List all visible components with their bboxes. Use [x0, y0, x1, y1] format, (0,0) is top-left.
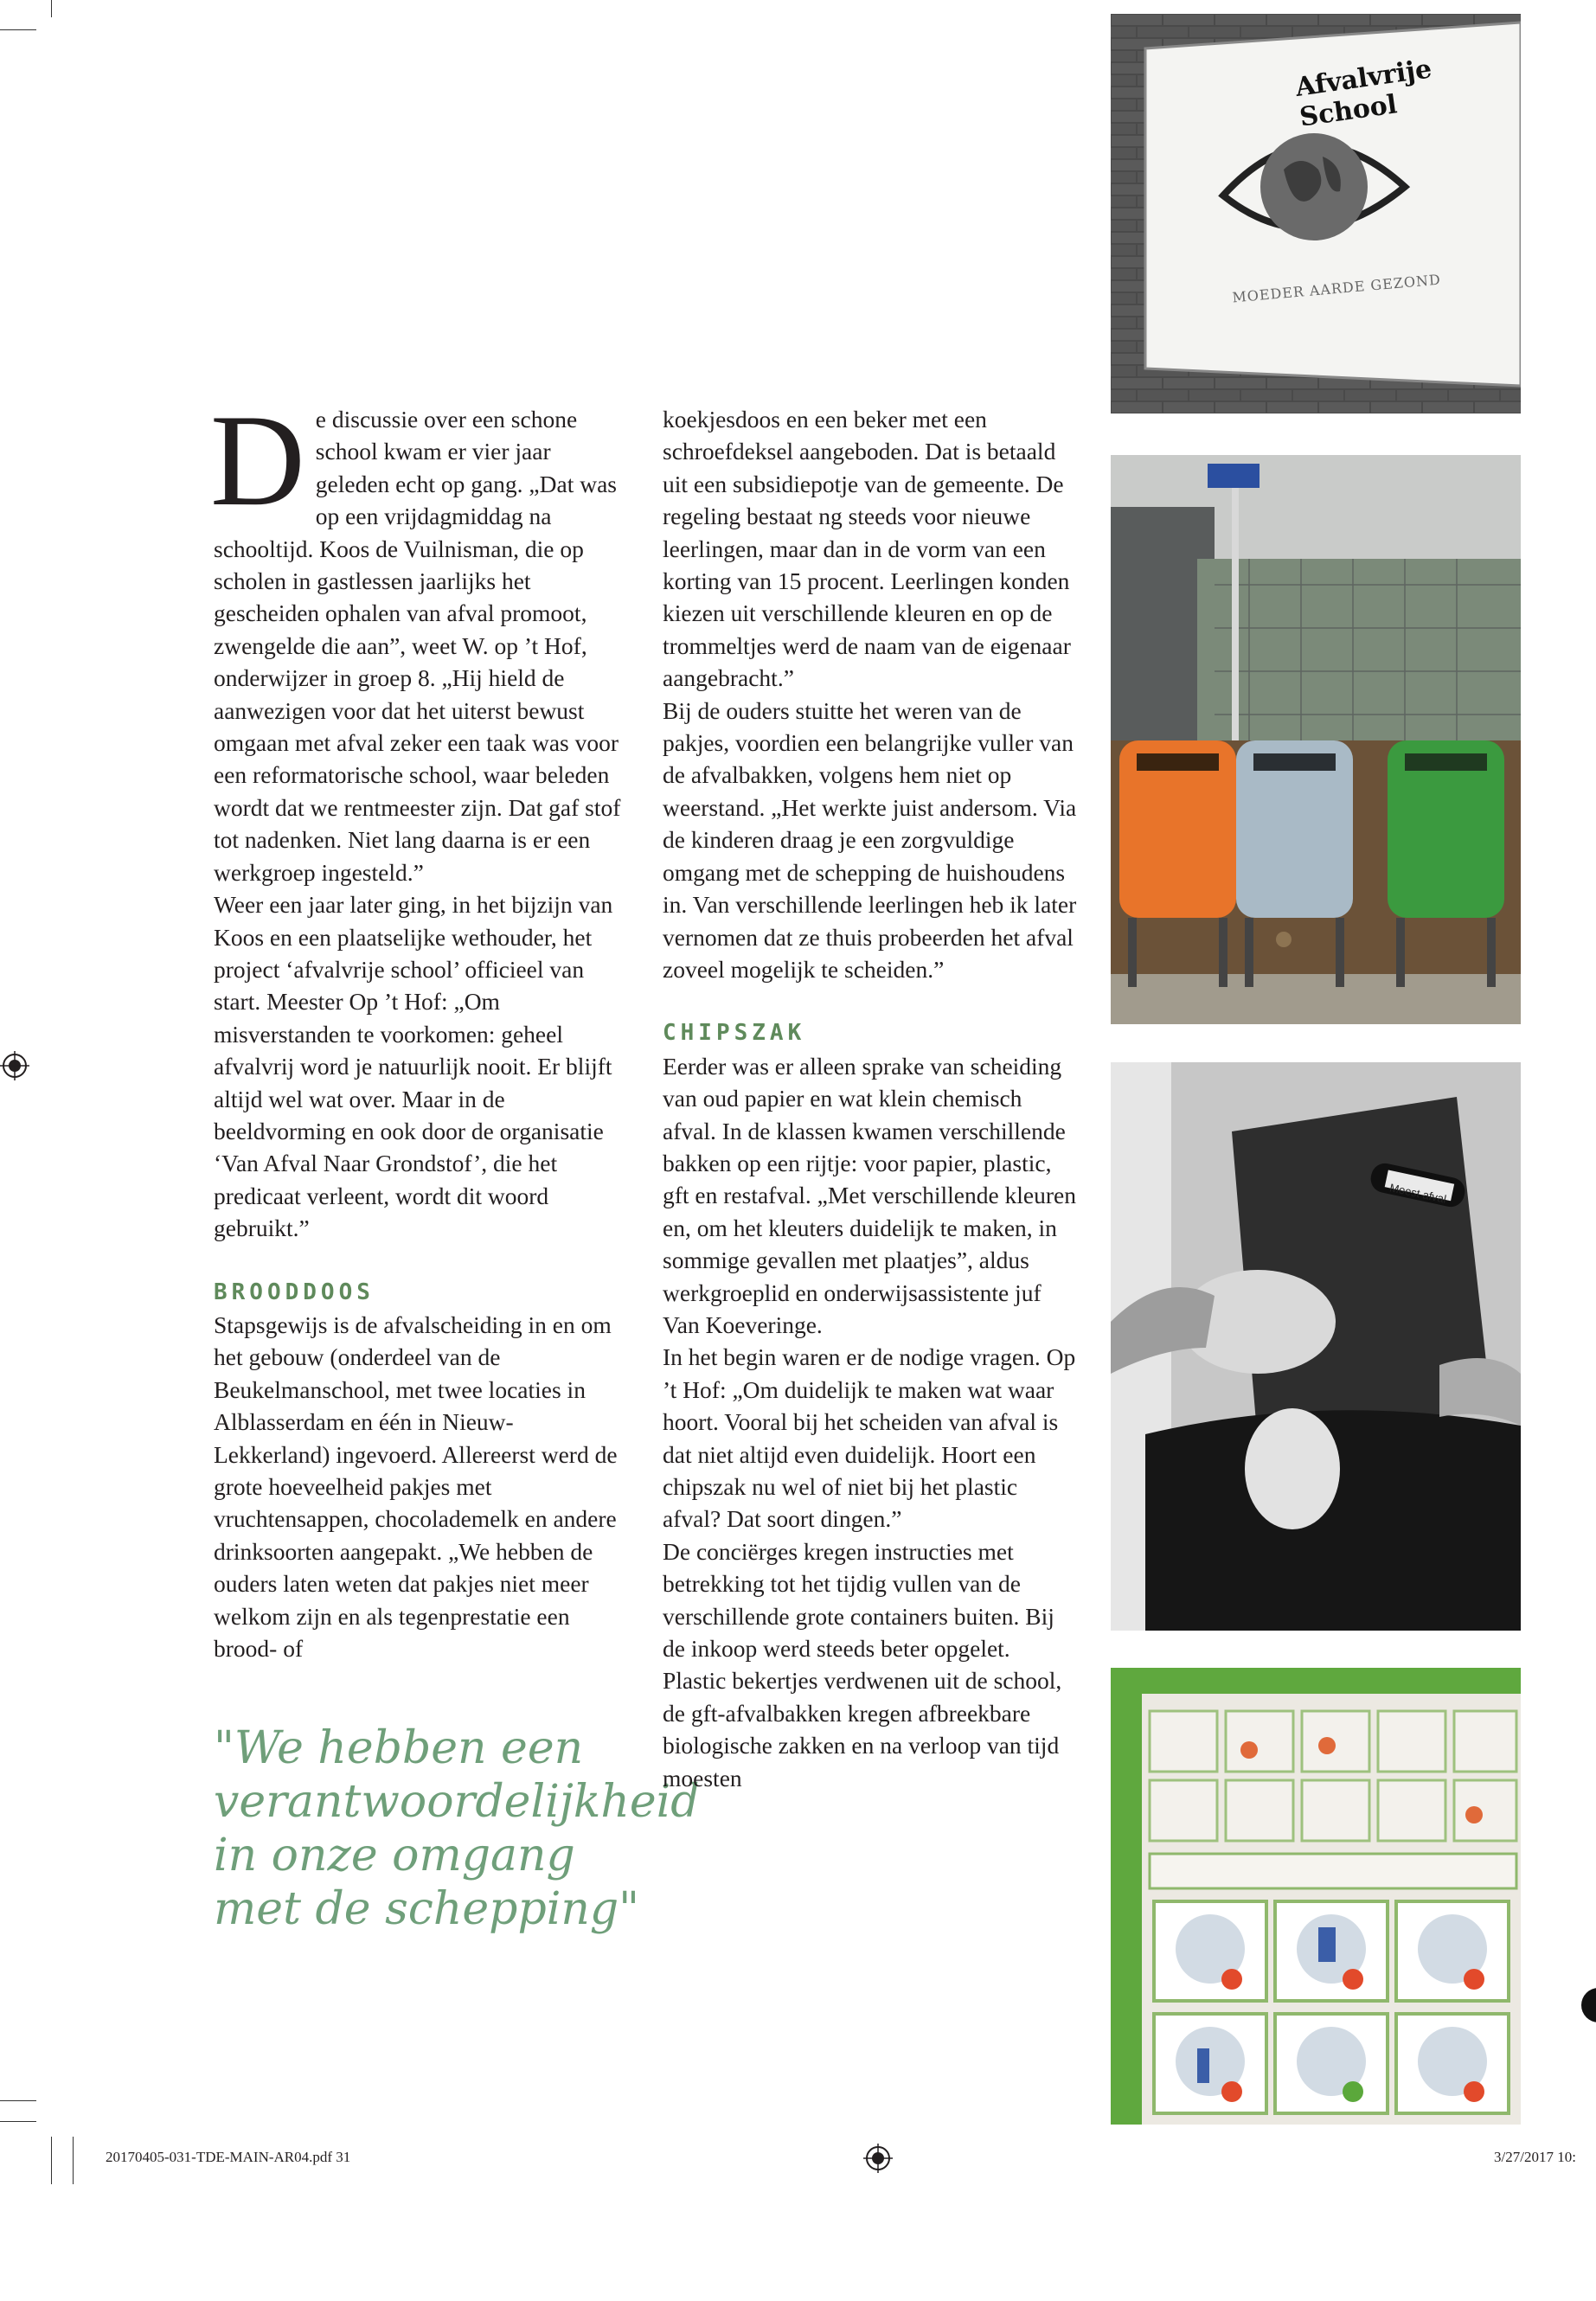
paragraph: Stapsgewijs is de afvalscheiding in en om het gebouw (onderdeel van de Beukelmanschool, met twee locaties in Alblasserdam en één in Nieuw-Lekkerland) ingevoerd. Allereerst werd de grote hoeveelheid pakjes met vruchtensappen, chocolademelk en andere drinksoorten aangepakt. „We hebben de ouders laten weten dat pakjes niet meer welkom zijn en als tegenprestatie een brood- of: [214, 1311, 618, 1663]
paragraph: Weer een jaar later ging, in het bijzijn van Koos en een plaatselijke wethouder, het project ‘afvalvrije school’ officieel van start. Meester Op ’t Hof: „Om misverstanden te voorkomen: geheel afvalvrij word je natuurlijk nooit. Er blijft altijd wel wat over. Maar in de beeldvorming en ook door de organisatie ‘Van Afval Naar Grondstof’, die het predicaat verleent, wordt dit woord gebruikt.”: [214, 891, 613, 1242]
registration-mark-icon: [863, 2144, 893, 2173]
crop-mark: [0, 29, 36, 30]
crop-mark: [51, 0, 52, 17]
bins-illustration: [1111, 455, 1521, 1024]
subheading-chipszak: CHIPSZAK: [663, 1020, 806, 1047]
crop-mark: [0, 2121, 36, 2122]
paragraph: De conciërges kregen instructies met betrekking tot het tijdig vullen van de verschillende grote containers buiten. Bij de inkoop werd steeds beter opgelet. Plastic bekertjes verdwenen uit de school, de gft-afvalbakken kregen afbreekbare biologische zakken en na verloop van tijd moesten: [663, 1537, 1062, 1791]
paragraph: Bij de ouders stuitte het weren van de pakjes, voordien een belangrijke vuller van de afvalbakken, volgens hem niet op weerstand. „Het werkte juist andersom. Via de kinderen draag je een zorgvuldige omgang met de schepping de huishoudens in. Van verschillende leerlingen heb ik later vernomen dat ze thuis probeerden het afval zoveel mogelijk te scheiden.”: [663, 696, 1077, 983]
paragraph: koekjesdoos en een beker met een schroefdeksel aangeboden. Dat is betaald uit een subsidiepotje van de gemeente. De regeling bestaat ng steeds voor nieuwe leerlingen, maar dan in de vorm van een korting van 15 procent. Leerlingen konden kiezen uit verschillende kleuren en op de trommeltjes werd de naam van de eigenaar aangebracht.”: [663, 406, 1071, 692]
article-column-2: [663, 403, 1078, 1794]
footer-date: 3/27/2017 10:: [1494, 2149, 1576, 2165]
crop-mark: [51, 2137, 52, 2184]
hands-illustration: [1111, 1062, 1521, 1631]
pull-quote: "We hebben een verantwoordelijkheid in onze omgang met de schepping": [214, 1722, 700, 1935]
page-number-tab: [1581, 1988, 1596, 2022]
photo-sorting-chart: [1111, 1668, 1521, 2125]
footer-filename: 20170405-031-TDE-MAIN-AR04.pdf 31: [106, 2149, 351, 2165]
drop-cap: D: [210, 388, 305, 533]
paragraph: Eerder was er alleen sprake van scheiding van oud papier en wat klein chemisch afval. In de klassen kwamen verschillende bakken op een rijtje: voor papier, plastic, gft en restafval. „Met verschillende kleuren en, om het kleuters duidelijk te maken, in sommige gevallen met plaatjes”, aldus werkgroeplid en onderwijsassistente juf Van Koeveringe.: [663, 1052, 1076, 1338]
bin-label: Moest afval: [1388, 1181, 1448, 1206]
sign-title: Afvalvrije School: [1293, 54, 1434, 133]
paragraph: In het begin waren er de nodige vragen. Op ’t Hof: „Om duidelijk te maken wat waar hoort. Vooral bij het scheiden van afval is dat niet altijd even duidelijk. Hoort een chipszak nu wel of niet bij het plastic afval? Dat soort dingen.”: [663, 1343, 1076, 1533]
photo-school-sign: [1111, 14, 1521, 413]
photo-waste-bins: [1111, 455, 1521, 1024]
photo-hands-throwing-waste: [1111, 1062, 1521, 1631]
crop-mark: [73, 2137, 74, 2184]
sign-subtitle: MOEDER AARDE GEZOND: [1231, 271, 1442, 306]
sorting-chart-illustration: [1111, 1668, 1521, 2125]
subheading-brooddoos: BROODDOOS: [214, 1279, 375, 1305]
article-column-1: [210, 388, 627, 1664]
paragraph: e discussie over een schone school kwam er vier jaar geleden echt op gang. „Dat was op een vrijdagmiddag na schooltijd. Koos de Vuilnisman, die op scholen in gastlessen jaarlijks het gescheiden ophalen van afval promoot, zwengelde die aan”, weet W. op ’t Hof, onderwijzer in groep 8. „Hij hield de aanwezigen voor dat het uiterst bewust omgaan met afval zeker een taak was voor een reformatorische school, waar beleden wordt dat we rentmeester zijn. Dat gaf stof tot nadenken. Niet lang daarna is er een werkgroep ingesteld.”: [214, 406, 621, 886]
registration-mark-icon: [0, 1051, 29, 1080]
crop-mark: [0, 2100, 36, 2101]
